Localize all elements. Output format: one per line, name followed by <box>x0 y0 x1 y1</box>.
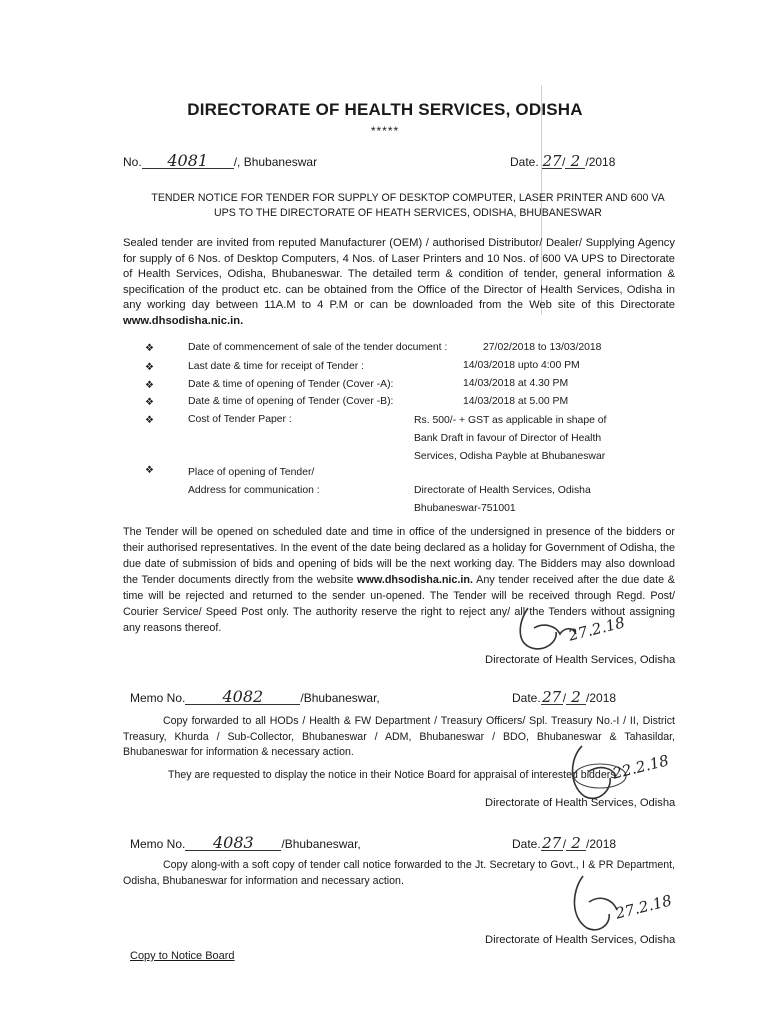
memo-1-text-2: They are requested to display the notice in their Notice Board for appraisal of interested bidders. <box>168 769 619 781</box>
signature-3-date: 27.2.18 <box>613 891 674 923</box>
bullet-3: ❖ <box>145 380 154 391</box>
memo-2-text: Copy along-with a soft copy of tender call notice forwarded to the Jt. Secretary to Govt., I & PR Department, Odisha, Bhubaneswar for information and necessary action. <box>123 859 675 887</box>
tender-subject <box>128 191 688 221</box>
memo-2-date-month: 2 <box>566 836 586 851</box>
memo-2-date-day: 27 <box>542 834 562 852</box>
bullet-2: ❖ <box>145 362 154 373</box>
address-line-2: Bhubaneswar-751001 <box>414 503 516 514</box>
place-label-line-1: Place of opening of Tender/ <box>188 467 315 478</box>
conditions-text-before: The Tender will be opened on scheduled date and time in office of the undersigned in presence of the bidders or their authorised representatives. In the event of the date being declared as a holiday for Government of Odisha, the due date of submission of bids and opening of bids will be the next working day. The Bidders may also download the Tender documents directly from the website <box>123 526 675 586</box>
schedule-label-1: Date of commencement of sale of the tender document : <box>188 342 448 353</box>
memo-2-date-prefix: Date. <box>512 837 541 851</box>
signature-1-date: 27.2.18 <box>566 613 627 645</box>
reference-number <box>123 151 318 170</box>
ref-date-year: /2018 <box>585 155 616 169</box>
schedule-label-6 <box>188 464 320 500</box>
designation-2: Directorate of Health Services, Odisha <box>485 797 676 809</box>
memo-2-prefix: Memo No. <box>130 837 186 851</box>
schedule-value-1: 27/02/2018 to 13/03/2018 <box>483 342 602 353</box>
cost-line-3: Services, Odisha Payble at Bhubaneswar <box>414 451 606 462</box>
designation-3: Directorate of Health Services, Odisha <box>485 934 676 946</box>
schedule-label-5: Cost of Tender Paper : <box>188 414 292 425</box>
subject-line-2: UPS TO THE DIRECTORATE OF HEATH SERVICES, ODISHA, BHUBANESWAR <box>214 207 602 219</box>
title-stars: ***** <box>370 124 400 138</box>
conditions-website: www.dhsodisha.nic.in. <box>357 574 474 586</box>
designation-1: Directorate of Health Services, Odisha <box>485 654 676 666</box>
cost-line-2: Bank Draft in favour of Director of Health <box>414 433 602 444</box>
schedule-value-4: 14/03/2018 at 5.00 PM <box>463 396 569 407</box>
memo-1-prefix: Memo No. <box>130 691 186 705</box>
schedule-value-3: 14/03/2018 at 4.30 PM <box>463 378 569 389</box>
bullet-6: ❖ <box>145 465 154 476</box>
intro-website: www.dhsodisha.nic.in. <box>123 314 244 327</box>
memo-1-date-prefix: Date. <box>512 691 541 705</box>
conditions-text-after: Any tender received after the due date & time will be rejected and returned to the sender un-opened. The Tender will be received through Regd. Post/ Courier Service/ Speed Post only. The authority reserve the right to reject any/ all the Tenders without assigning any reasons thereof. <box>123 574 676 634</box>
bullet-4: ❖ <box>145 397 154 408</box>
ref-date-month: 2 <box>565 154 585 169</box>
schedule-label-2: Last date & time for receipt of Tender : <box>188 361 364 372</box>
memo-1-date-year: /2018 <box>586 691 617 705</box>
schedule-label-3: Date & time of opening of Tender (Cover -A): <box>188 379 394 390</box>
memo-2-number <box>130 833 361 852</box>
page-title: DIRECTORATE OF HEALTH SERVICES, ODISHA <box>187 100 583 119</box>
ref-no-prefix: No. <box>123 155 142 169</box>
memo-1-date-month: 2 <box>566 690 586 705</box>
memo-2-date-year: /2018 <box>586 837 617 851</box>
intro-paragraph <box>123 236 675 330</box>
signature-2-date: 22.2.18 <box>610 751 671 783</box>
memo-1-date-day: 27 <box>542 688 562 706</box>
signature-3 <box>565 870 685 940</box>
bullet-1: ❖ <box>145 343 154 354</box>
ref-date-day: 27 <box>542 152 562 170</box>
ref-date-prefix: Date. <box>510 155 539 169</box>
schedule-value-5 <box>414 412 606 466</box>
bullet-5: ❖ <box>145 415 154 426</box>
place-label-line-2: Address for communication : <box>188 485 320 496</box>
subject-line-1: TENDER NOTICE FOR TENDER FOR SUPPLY OF DESKTOP COMPUTER, LASER PRINTER AND 600 VA <box>151 192 665 204</box>
schedule-label-4: Date & time of opening of Tender (Cover -B): <box>188 396 394 407</box>
memo-1-text: Copy forwarded to all HODs / Health & FW Department / Treasury Officers/ Spl. Treasury No.-I / II, District Treasury, Khurda / Sub-Collector, Bhubaneswar / ADM, Bhubaneswar / BDO, Bhubaneswar & Tahasildar, Bhubaneswar for information & necessary action. <box>123 715 675 759</box>
address-line-1: Directorate of Health Services, Odisha <box>414 485 591 496</box>
ref-no-value: 4081 <box>142 154 234 169</box>
memo-2-suffix: /Bhubaneswar, <box>281 837 361 851</box>
memo-1-suffix: /Bhubaneswar, <box>300 691 380 705</box>
memo-2-value: 4083 <box>185 836 281 851</box>
ref-no-suffix: /, Bhubaneswar <box>233 155 318 169</box>
cost-line-1: Rs. 500/- + GST as applicable in shape of <box>414 415 607 426</box>
signature-1 <box>498 598 648 658</box>
memo-1-number <box>130 687 380 706</box>
copy-to-notice-board: Copy to Notice Board <box>130 950 235 962</box>
intro-text: Sealed tender are invited from reputed Manufacturer (OEM) / authorised Distributor/ Dealer/ Supplying Agency for supply of 6 Nos. of Desktop Computers, 4 Nos. of Laser Printers and 10 Nos. of 600 VA UPS to Directorate of Health Services, Odisha, Bhubaneswar. The detailed term & condition of tender, general information & specification of the product etc. can be obtained from the Office of the Director of Health Services, Odisha in any working day between 11A.M to 4 P.M or can be downloaded from the Web site of this Directorate <box>123 237 675 312</box>
schedule-value-2: 14/03/2018 upto 4:00 PM <box>463 360 580 371</box>
schedule-value-6 <box>414 482 591 518</box>
memo-2-date: Date.27/ 2 /2018 <box>512 834 617 852</box>
reference-date: Date. 27/ 2 /2018 <box>510 152 616 170</box>
memo-1-date: Date.27/ 2 /2018 <box>512 688 617 706</box>
memo-1-value: 4082 <box>185 690 300 705</box>
